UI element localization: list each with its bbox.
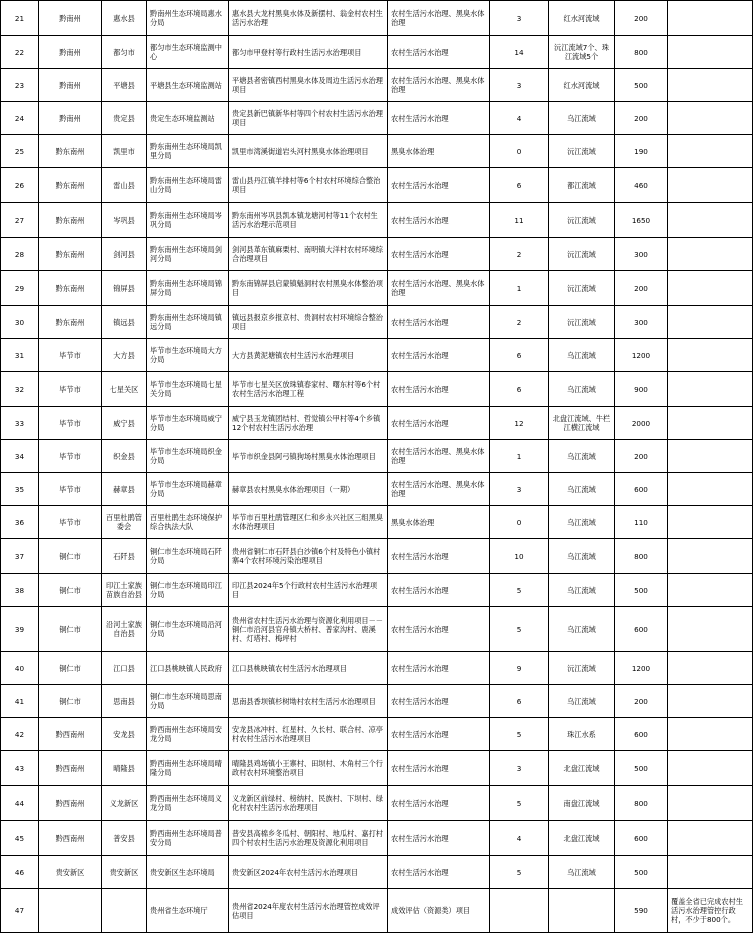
unit-cell: 贵州省生态环境厅	[147, 889, 229, 933]
village-count-cell: 11	[490, 203, 549, 238]
table-row	[1, 856, 753, 889]
basin-cell: 乌江流域	[549, 539, 615, 574]
amount-cell: 200	[615, 271, 668, 306]
table-row	[1, 821, 753, 856]
project-cell: 毕节市百里杜鹃管理区仁和乡永兴社区三组黑臭水体治理项目	[229, 506, 388, 539]
note-cell	[668, 339, 753, 372]
note-cell	[668, 238, 753, 271]
unit-cell: 毕节市生态环境局威宁分局	[147, 407, 229, 440]
basin-cell: 乌江流域	[549, 102, 615, 135]
type-cell: 农村生活污水治理	[388, 786, 490, 821]
row-number-cell: 24	[1, 102, 39, 135]
village-count-cell: 1	[490, 271, 549, 306]
project-cell: 安龙县冰冲村、红星村、久长村、联合村、凉亭村农村生活污水治理项目	[229, 718, 388, 751]
row-number-cell: 23	[1, 69, 39, 102]
row-number-cell: 31	[1, 339, 39, 372]
unit-cell: 黔东南州生态环境局雷山分局	[147, 168, 229, 203]
row-number-cell: 38	[1, 574, 39, 607]
county-cell: 大方县	[102, 339, 147, 372]
amount-cell: 300	[615, 306, 668, 339]
table-row	[1, 506, 753, 539]
amount-cell: 1650	[615, 203, 668, 238]
project-cell: 黔东南锦屏县启蒙镇魁洞村农村黑臭水体整治项目	[229, 271, 388, 306]
county-cell: 凯里市	[102, 135, 147, 168]
type-cell: 农村生活污水治理	[388, 168, 490, 203]
basin-cell: 沅江流域	[549, 271, 615, 306]
note-cell	[668, 607, 753, 652]
county-cell: 镇远县	[102, 306, 147, 339]
village-count-cell: 6	[490, 339, 549, 372]
unit-cell: 铜仁市生态环境局沿河分局	[147, 607, 229, 652]
type-cell: 农村生活污水治理	[388, 339, 490, 372]
note-cell	[668, 685, 753, 718]
note-cell	[668, 652, 753, 685]
county-cell: 石阡县	[102, 539, 147, 574]
row-number-cell: 30	[1, 306, 39, 339]
city-cell: 黔东南州	[39, 306, 102, 339]
table-row	[1, 607, 753, 652]
amount-cell: 800	[615, 36, 668, 69]
project-cell: 江口县桃映镇农村生活污水治理项目	[229, 652, 388, 685]
county-cell: 印江土家族苗族自治县	[102, 574, 147, 607]
note-cell	[668, 821, 753, 856]
unit-cell: 铜仁市生态环境局思南分局	[147, 685, 229, 718]
county-cell: 沿河土家族自治县	[102, 607, 147, 652]
unit-cell: 铜仁市生态环境局印江分局	[147, 574, 229, 607]
table-row	[1, 407, 753, 440]
table-row	[1, 203, 753, 238]
project-cell: 雷山县丹江镇羊排村等6个村农村环境综合整治项目	[229, 168, 388, 203]
project-cell: 贵州省2024年度农村生活污水治理管控成效评估项目	[229, 889, 388, 933]
table-row	[1, 238, 753, 271]
row-number-cell: 29	[1, 271, 39, 306]
city-cell: 黔东南州	[39, 271, 102, 306]
city-cell: 黔南州	[39, 1, 102, 36]
project-cell: 印江县2024年5个行政村农村生活污水治理项目	[229, 574, 388, 607]
unit-cell: 毕节市生态环境局七星关分局	[147, 372, 229, 407]
note-cell	[668, 203, 753, 238]
row-number-cell: 32	[1, 372, 39, 407]
type-cell: 农村生活污水治理、黑臭水体治理	[388, 271, 490, 306]
note-cell	[668, 473, 753, 506]
amount-cell: 600	[615, 473, 668, 506]
city-cell: 黔东南州	[39, 238, 102, 271]
village-count-cell: 12	[490, 407, 549, 440]
table-row	[1, 168, 753, 203]
city-cell: 毕节市	[39, 339, 102, 372]
village-count-cell: 3	[490, 751, 549, 786]
basin-cell: 乌江流域	[549, 685, 615, 718]
note-cell	[668, 506, 753, 539]
row-number-cell: 43	[1, 751, 39, 786]
county-cell: 江口县	[102, 652, 147, 685]
type-cell: 农村生活污水治理、黑臭水体治理	[388, 1, 490, 36]
basin-cell: 乌江流域	[549, 506, 615, 539]
county-cell: 平塘县	[102, 69, 147, 102]
table-row	[1, 574, 753, 607]
county-cell: 惠水县	[102, 1, 147, 36]
village-count-cell: 6	[490, 372, 549, 407]
type-cell: 农村生活污水治理	[388, 306, 490, 339]
city-cell: 铜仁市	[39, 607, 102, 652]
basin-cell: 北盘江流域	[549, 751, 615, 786]
unit-cell: 黔东南州生态环境局锦屏分局	[147, 271, 229, 306]
table-row	[1, 685, 753, 718]
amount-cell: 500	[615, 69, 668, 102]
note-cell	[668, 751, 753, 786]
unit-cell: 江口县桃映镇人民政府	[147, 652, 229, 685]
amount-cell: 200	[615, 1, 668, 36]
basin-cell: 沅江流域	[549, 238, 615, 271]
table-row	[1, 751, 753, 786]
project-cell: 晴隆县鸡场镇小王寨村、田坝村、木角村三个行政村农村环境整治项目	[229, 751, 388, 786]
table-row	[1, 339, 753, 372]
city-cell: 黔南州	[39, 69, 102, 102]
county-cell: 晴隆县	[102, 751, 147, 786]
basin-cell: 沅江流域	[549, 135, 615, 168]
project-cell: 贵州省农村生活污水治理与资源化利用项目－－铜仁市沿河县官舟镇大桥村、普家沟村、鹿溪村、灯塔村、梅坪村	[229, 607, 388, 652]
note-cell	[668, 69, 753, 102]
row-number-cell: 44	[1, 786, 39, 821]
type-cell: 农村生活污水治理	[388, 652, 490, 685]
county-cell: 贵定县	[102, 102, 147, 135]
county-cell: 百里杜鹃管委会	[102, 506, 147, 539]
village-count-cell: 14	[490, 36, 549, 69]
basin-cell: 沅江流域	[549, 306, 615, 339]
village-count-cell: 4	[490, 102, 549, 135]
village-count-cell: 3	[490, 473, 549, 506]
unit-cell: 百里杜鹃生态环境保护综合执法大队	[147, 506, 229, 539]
type-cell: 农村生活污水治理	[388, 539, 490, 574]
city-cell: 毕节市	[39, 473, 102, 506]
village-count-cell: 4	[490, 821, 549, 856]
note-cell	[668, 1, 753, 36]
row-number-cell: 42	[1, 718, 39, 751]
unit-cell: 黔西南州生态环境局普安分局	[147, 821, 229, 856]
type-cell: 农村生活污水治理	[388, 372, 490, 407]
unit-cell: 平塘县生态环境监测站	[147, 69, 229, 102]
basin-cell: 沅江流域	[549, 203, 615, 238]
county-cell: 岑巩县	[102, 203, 147, 238]
city-cell: 黔西南州	[39, 821, 102, 856]
project-cell: 普安县高棉乡冬瓜村、朝阳村、地瓜村、嘉打村四个村农村生活污水治理及资源化利用项目	[229, 821, 388, 856]
amount-cell: 200	[615, 685, 668, 718]
row-number-cell: 35	[1, 473, 39, 506]
county-cell: 贵安新区	[102, 856, 147, 889]
county-cell: 都匀市	[102, 36, 147, 69]
project-cell: 大方县黄泥塘镇农村生活污水治理项目	[229, 339, 388, 372]
village-count-cell	[490, 889, 549, 933]
row-number-cell: 39	[1, 607, 39, 652]
village-count-cell: 2	[490, 238, 549, 271]
table-row	[1, 69, 753, 102]
amount-cell: 1200	[615, 339, 668, 372]
village-count-cell: 1	[490, 440, 549, 473]
amount-cell: 590	[615, 889, 668, 933]
table-row	[1, 36, 753, 69]
amount-cell: 200	[615, 440, 668, 473]
project-cell: 赫章县农村黑臭水体治理项目（一期）	[229, 473, 388, 506]
unit-cell: 黔西南州生态环境局晴隆分局	[147, 751, 229, 786]
county-cell: 织金县	[102, 440, 147, 473]
type-cell: 农村生活污水治理	[388, 718, 490, 751]
row-number-cell: 36	[1, 506, 39, 539]
row-number-cell: 47	[1, 889, 39, 933]
type-cell: 农村生活污水治理	[388, 607, 490, 652]
amount-cell: 110	[615, 506, 668, 539]
amount-cell: 300	[615, 238, 668, 271]
unit-cell: 黔东南州生态环境局岑巩分局	[147, 203, 229, 238]
amount-cell: 600	[615, 718, 668, 751]
basin-cell: 沅江流域	[549, 652, 615, 685]
note-cell	[668, 306, 753, 339]
city-cell: 黔南州	[39, 36, 102, 69]
village-count-cell: 5	[490, 718, 549, 751]
village-count-cell: 3	[490, 69, 549, 102]
type-cell: 农村生活污水治理	[388, 574, 490, 607]
type-cell: 农村生活污水治理	[388, 36, 490, 69]
table-row	[1, 306, 753, 339]
basin-cell: 乌江流域	[549, 473, 615, 506]
unit-cell: 黔西南州生态环境局义龙分局	[147, 786, 229, 821]
note-cell	[668, 36, 753, 69]
county-cell: 雷山县	[102, 168, 147, 203]
city-cell: 黔东南州	[39, 168, 102, 203]
city-cell	[39, 889, 102, 933]
county-cell: 思南县	[102, 685, 147, 718]
basin-cell: 乌江流域	[549, 574, 615, 607]
unit-cell: 毕节市生态环境局织金分局	[147, 440, 229, 473]
type-cell: 农村生活污水治理、黑臭水体治理	[388, 440, 490, 473]
type-cell: 农村生活污水治理	[388, 203, 490, 238]
village-count-cell: 0	[490, 135, 549, 168]
unit-cell: 黔南州生态环境局惠水分局	[147, 1, 229, 36]
basin-cell: 乌江流域	[549, 372, 615, 407]
city-cell: 黔东南州	[39, 135, 102, 168]
unit-cell: 黔西南州生态环境局安龙分局	[147, 718, 229, 751]
amount-cell: 460	[615, 168, 668, 203]
city-cell: 黔南州	[39, 102, 102, 135]
amount-cell: 900	[615, 372, 668, 407]
amount-cell: 190	[615, 135, 668, 168]
amount-cell: 200	[615, 102, 668, 135]
row-number-cell: 28	[1, 238, 39, 271]
project-cell: 义龙新区前绿村、榜纳村、民族村、下坝村、绿化村农村生活污水治理项目	[229, 786, 388, 821]
row-number-cell: 27	[1, 203, 39, 238]
basin-cell: 珠江水系	[549, 718, 615, 751]
basin-cell: 红水河流域	[549, 1, 615, 36]
note-cell	[668, 786, 753, 821]
basin-cell	[549, 889, 615, 933]
note-cell	[668, 539, 753, 574]
village-count-cell: 6	[490, 168, 549, 203]
table-row	[1, 473, 753, 506]
note-cell	[668, 407, 753, 440]
basin-cell: 乌江流域	[549, 339, 615, 372]
village-count-cell: 5	[490, 607, 549, 652]
unit-cell: 毕节市生态环境局大方分局	[147, 339, 229, 372]
city-cell: 铜仁市	[39, 574, 102, 607]
project-cell: 惠水县大龙村黑臭水体及新摆村、翁金村农村生活污水治理	[229, 1, 388, 36]
row-number-cell: 21	[1, 1, 39, 36]
basin-cell: 乌江流域	[549, 607, 615, 652]
city-cell: 铜仁市	[39, 685, 102, 718]
note-cell	[668, 372, 753, 407]
table-row	[1, 440, 753, 473]
project-cell: 贵州省铜仁市石阡县白沙镇6个村及特色小镇村寨4个农村环境污染治理项目	[229, 539, 388, 574]
table-row	[1, 539, 753, 574]
city-cell: 铜仁市	[39, 652, 102, 685]
city-cell: 铜仁市	[39, 539, 102, 574]
table-row	[1, 786, 753, 821]
row-number-cell: 46	[1, 856, 39, 889]
type-cell: 农村生活污水治理、黑臭水体治理	[388, 69, 490, 102]
city-cell: 毕节市	[39, 407, 102, 440]
row-number-cell: 25	[1, 135, 39, 168]
type-cell: 农村生活污水治理	[388, 821, 490, 856]
project-cell: 都匀市甲登村等行政村生活污水治理项目	[229, 36, 388, 69]
project-cell: 毕节市织金县阿弓镇狗场村黑臭水体治理项目	[229, 440, 388, 473]
amount-cell: 800	[615, 786, 668, 821]
type-cell: 农村生活污水治理	[388, 407, 490, 440]
row-number-cell: 34	[1, 440, 39, 473]
project-cell: 镇远县报京乡报京村、贵洞村农村环境综合整治项目	[229, 306, 388, 339]
county-cell: 七星关区	[102, 372, 147, 407]
project-cell: 凯里市湾溪街道岩头河村黑臭水体治理项目	[229, 135, 388, 168]
amount-cell: 800	[615, 539, 668, 574]
city-cell: 黔西南州	[39, 786, 102, 821]
row-number-cell: 45	[1, 821, 39, 856]
row-number-cell: 41	[1, 685, 39, 718]
village-count-cell: 10	[490, 539, 549, 574]
unit-cell: 毕节市生态环境局赫章分局	[147, 473, 229, 506]
type-cell: 农村生活污水治理	[388, 751, 490, 786]
village-count-cell: 6	[490, 685, 549, 718]
note-cell	[668, 718, 753, 751]
county-cell: 锦屏县	[102, 271, 147, 306]
unit-cell: 黔东南州生态环境局镇远分局	[147, 306, 229, 339]
project-cell: 平塘县者密镇西村黑臭水体及周边生活污水治理项目	[229, 69, 388, 102]
type-cell: 农村生活污水治理	[388, 102, 490, 135]
basin-cell: 都江流域	[549, 168, 615, 203]
project-cell: 贵安新区2024年农村生活污水治理项目	[229, 856, 388, 889]
project-cell: 毕节市七星关区放珠镇春家村、曙东村等6个村农村生活污水治理工程	[229, 372, 388, 407]
note-cell: 覆盖全省已完成农村生活污水治理管控行政村，不少于800个。	[668, 889, 753, 933]
county-cell: 威宁县	[102, 407, 147, 440]
project-cell: 贵定县新巴镇新华村等四个村农村生活污水治理项目	[229, 102, 388, 135]
row-number-cell: 26	[1, 168, 39, 203]
city-cell: 黔东南州	[39, 203, 102, 238]
unit-cell: 黔东南州生态环境局剑河分局	[147, 238, 229, 271]
type-cell: 农村生活污水治理	[388, 685, 490, 718]
city-cell: 毕节市	[39, 506, 102, 539]
county-cell: 义龙新区	[102, 786, 147, 821]
unit-cell: 贵安新区生态环境局	[147, 856, 229, 889]
note-cell	[668, 135, 753, 168]
row-number-cell: 40	[1, 652, 39, 685]
city-cell: 毕节市	[39, 372, 102, 407]
village-count-cell: 5	[490, 574, 549, 607]
village-count-cell: 9	[490, 652, 549, 685]
type-cell: 成效评估（资源类）项目	[388, 889, 490, 933]
table-row	[1, 1, 753, 36]
row-number-cell: 22	[1, 36, 39, 69]
village-count-cell: 5	[490, 856, 549, 889]
amount-cell: 2000	[615, 407, 668, 440]
basin-cell: 乌江流域	[549, 856, 615, 889]
basin-cell: 南盘江流域	[549, 786, 615, 821]
type-cell: 农村生活污水治理、黑臭水体治理	[388, 473, 490, 506]
village-count-cell: 2	[490, 306, 549, 339]
county-cell: 赫章县	[102, 473, 147, 506]
basin-cell: 北盘江流域、牛栏江横江流域	[549, 407, 615, 440]
row-number-cell: 33	[1, 407, 39, 440]
table-body	[1, 1, 753, 933]
amount-cell: 500	[615, 574, 668, 607]
note-cell	[668, 440, 753, 473]
note-cell	[668, 102, 753, 135]
basin-cell: 北盘江流域	[549, 821, 615, 856]
county-cell: 剑河县	[102, 238, 147, 271]
unit-cell: 铜仁市生态环境局石阡分局	[147, 539, 229, 574]
amount-cell: 500	[615, 751, 668, 786]
amount-cell: 1200	[615, 652, 668, 685]
table-row	[1, 652, 753, 685]
type-cell: 黑臭水体治理	[388, 135, 490, 168]
table-row	[1, 271, 753, 306]
county-cell: 安龙县	[102, 718, 147, 751]
unit-cell: 都匀市生态环境监测中心	[147, 36, 229, 69]
unit-cell: 贵定生态环境监测站	[147, 102, 229, 135]
table-row	[1, 102, 753, 135]
project-cell: 思南县香坝镇杉树坳村农村生活污水治理项目	[229, 685, 388, 718]
table-row	[1, 372, 753, 407]
type-cell: 农村生活污水治理	[388, 856, 490, 889]
table-row	[1, 889, 753, 933]
table-row	[1, 718, 753, 751]
project-cell: 剑河县革东镇麻栗村、南明镇大洋村农村环境综合治理项目	[229, 238, 388, 271]
city-cell: 黔西南州	[39, 751, 102, 786]
note-cell	[668, 574, 753, 607]
basin-cell: 乌江流域	[549, 440, 615, 473]
city-cell: 贵安新区	[39, 856, 102, 889]
county-cell: 普安县	[102, 821, 147, 856]
amount-cell: 600	[615, 607, 668, 652]
village-count-cell: 3	[490, 1, 549, 36]
unit-cell: 黔东南州生态环境局凯里分局	[147, 135, 229, 168]
village-count-cell: 5	[490, 786, 549, 821]
basin-cell: 红水河流域	[549, 69, 615, 102]
project-cell: 黔东南州岑巩县凯本镇龙塘河村等11个农村生活污水治理示范项目	[229, 203, 388, 238]
county-cell	[102, 889, 147, 933]
note-cell	[668, 271, 753, 306]
amount-cell: 500	[615, 856, 668, 889]
amount-cell: 600	[615, 821, 668, 856]
note-cell	[668, 856, 753, 889]
city-cell: 黔西南州	[39, 718, 102, 751]
type-cell: 黑臭水体治理	[388, 506, 490, 539]
type-cell: 农村生活污水治理	[388, 238, 490, 271]
row-number-cell: 37	[1, 539, 39, 574]
basin-cell: 沅江流域7个、珠江流域5个	[549, 36, 615, 69]
city-cell: 毕节市	[39, 440, 102, 473]
note-cell	[668, 168, 753, 203]
village-count-cell: 0	[490, 506, 549, 539]
project-cell: 威宁县玉龙镇团结村、哲觉镇公甲村等4个乡镇12个村农村生活污水治理	[229, 407, 388, 440]
table-row	[1, 135, 753, 168]
